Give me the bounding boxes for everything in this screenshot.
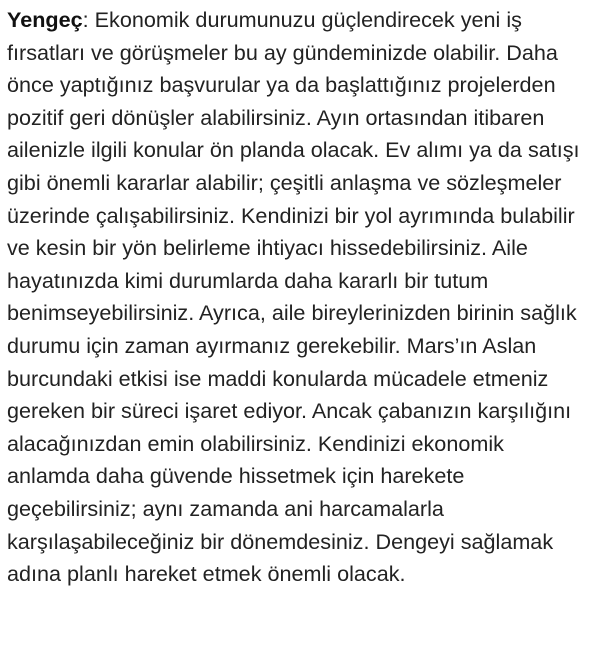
zodiac-sign-label: Yengeç [7, 7, 83, 32]
horoscope-text: Ekonomik durumunuzu güçlendirecek yeni iş fırsatları ve görüşmeler bu ay gündeminizde olabilir. Daha önce yaptığınız başvurular ya da başlattığınız projelerden pozitif geri dönüşler alabilirsiniz. Ayın ortasından itibaren ailenizle ilgili konular ön planda olacak. Ev alımı ya da satışı gibi önemli kararlar alabilir; çeşitli anlaşma ve sözleşmeler üzerinde çalışabilirsiniz. Kendinizi bir yol ayrımında bulabilir ve kesin bir yön belirleme ihtiyacı hissedebilirsiniz. Aile hayatınızda kimi durumlarda daha kararlı bir tutum benimseyebilirsiniz. Ayrıca, aile bireylerinizden birinin sağlık durumu için zaman ayırmanız gerekebilir. Mars’ın Aslan burcundaki etkisi ise maddi konularda mücadele etmeniz gereken bir süreci işaret ediyor. Ancak çabanızın karşılığını alacağınızdan emin olabilirsiniz. Kendinizi ekonomik anlamda daha güvende hissetmek için harekete geçebilirsiniz; aynı zamanda ani harcamalarla karşılaşabileceğiniz bir dönemdesiniz. Dengeyi sağlamak adına planlı hareket etmek önemli olacak. [7, 7, 580, 587]
sign-separator: : [82, 7, 89, 32]
